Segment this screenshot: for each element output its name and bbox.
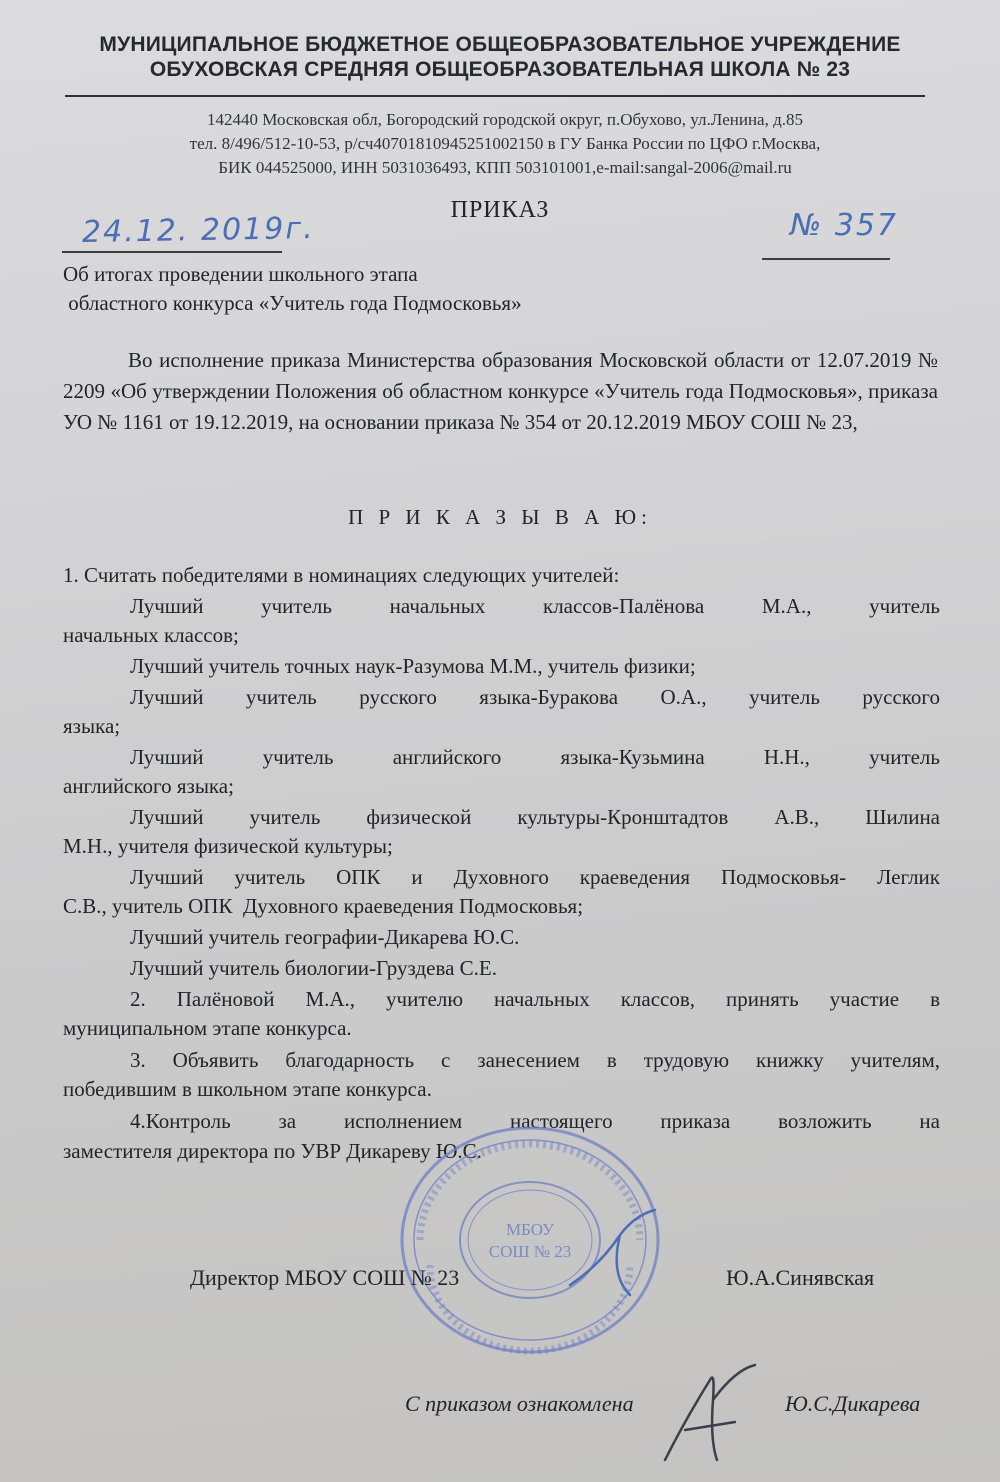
nomination-6-line-a: Лучший учитель ОПК и Духовного краеведения Подмосковья- Леглик [130,865,940,889]
acknowledgement-label: С приказом ознакомлена [405,1391,634,1416]
order-date-handwritten: 24.12. 2019г. [81,210,315,251]
nomination-3-line-a: Лучший учитель русского языка-Буракова О.А., учитель русского [130,685,940,709]
number-underline [762,258,890,260]
nomination-4-line-b: английского языка; [63,774,234,798]
letterhead-bank: тел. 8/496/512-10-53, р/сч40701810945251002150 в ГУ Банка России по ЦФО г.Москва, [189,134,821,153]
item-1-intro: 1. Считать победителями в номинациях следующих учителей: [63,563,620,587]
nomination-4-line-a: Лучший учитель английского языка-Кузьмина Н.Н., учитель [130,745,940,769]
letterhead-divider [65,95,925,97]
director-signature-icon [560,1205,670,1305]
item-2-line-b: муниципальном этапе конкурса. [63,1016,352,1040]
letterhead-line-1: МУНИЦИПАЛЬНОЕ БЮДЖЕТНОЕ ОБЩЕОБРАЗОВАТЕЛЬНОЕ УЧРЕЖДЕНИЕ [99,33,901,56]
item-3-line-a: 3. Объявить благодарность с занесением в трудовую книжку учителям, [130,1048,940,1072]
subject-line-2: областного конкурса «Учитель года Подмосковья» [63,291,522,315]
order-number-handwritten: № 357 [790,208,898,243]
stamp-center-line-1: МБОУ [505,1220,555,1239]
preamble-paragraph: Во исполнение приказа Министерства образования Московской области от 12.07.2019 № 2209 «Об утверждении Положения об областном конкурсе «Учитель года Подмосковья», приказа УО № 1161 от 19.12.2019, на основании приказа № 354 от 20.12.2019 МБОУ СОШ № 23, [63,348,938,434]
nomination-5-line-b: М.Н., учителя физической культуры; [63,834,393,858]
acknowledgement-name: Ю.С.Дикарева [785,1391,921,1416]
nomination-6-line-b: С.В., учитель ОПК Духовного краеведения Подмосковья; [63,894,584,918]
signatory-position: Директор МБОУ СОШ № 23 [190,1265,460,1290]
item-3-line-b: победившим в школьном этапе конкурса. [63,1077,432,1101]
order-title: ПРИКАЗ [450,197,550,223]
letterhead-address: 142440 Московская обл, Богородский городской округ, п.Обухово, ул.Ленина, д.85 [207,110,803,129]
letterhead-ids: БИК 044525000, ИНН 5031036493, КПП 503101001,e-mail:sangal-2006@mail.ru [218,158,792,177]
item-4-line-b: заместителя директора по УВР Дикареву Ю.С. [63,1139,482,1163]
nomination-8: Лучший учитель биологии-Груздева С.Е. [130,956,497,980]
date-underline [62,251,282,253]
item-2-line-a: 2. Палёновой М.А., учителю начальных классов, принять участие в [130,987,940,1011]
orders-heading: П Р И К А З Ы В А Ю: [348,505,652,529]
item-4-line-a: 4.Контроль за исполнением настоящего приказа возложить на [130,1109,940,1133]
nomination-7: Лучший учитель географии-Дикарева Ю.С. [130,925,520,949]
nomination-5-line-a: Лучший учитель физической культуры-Кронштадтов А.В., Шилина [130,805,940,829]
acknowledgement-signature-icon [655,1360,775,1470]
stamp-center-line-2: СОШ № 23 [488,1242,572,1261]
nomination-1-line-a: Лучший учитель начальных классов-Палёнова М.А., учитель [130,594,940,618]
signatory-name: Ю.А.Синявская [726,1265,875,1290]
nomination-3-line-b: языка; [63,714,121,738]
order-subject [63,260,522,318]
nomination-2: Лучший учитель точных наук-Разумова М.М., учитель физики; [130,654,696,678]
nomination-1-line-b: начальных классов; [63,623,239,647]
letterhead-line-2: ОБУХОВСКАЯ СРЕДНЯЯ ОБЩЕОБРАЗОВАТЕЛЬНАЯ ШКОЛА № 23 [149,58,851,81]
subject-line-1: Об итогах проведении школьного этапа [63,262,418,286]
